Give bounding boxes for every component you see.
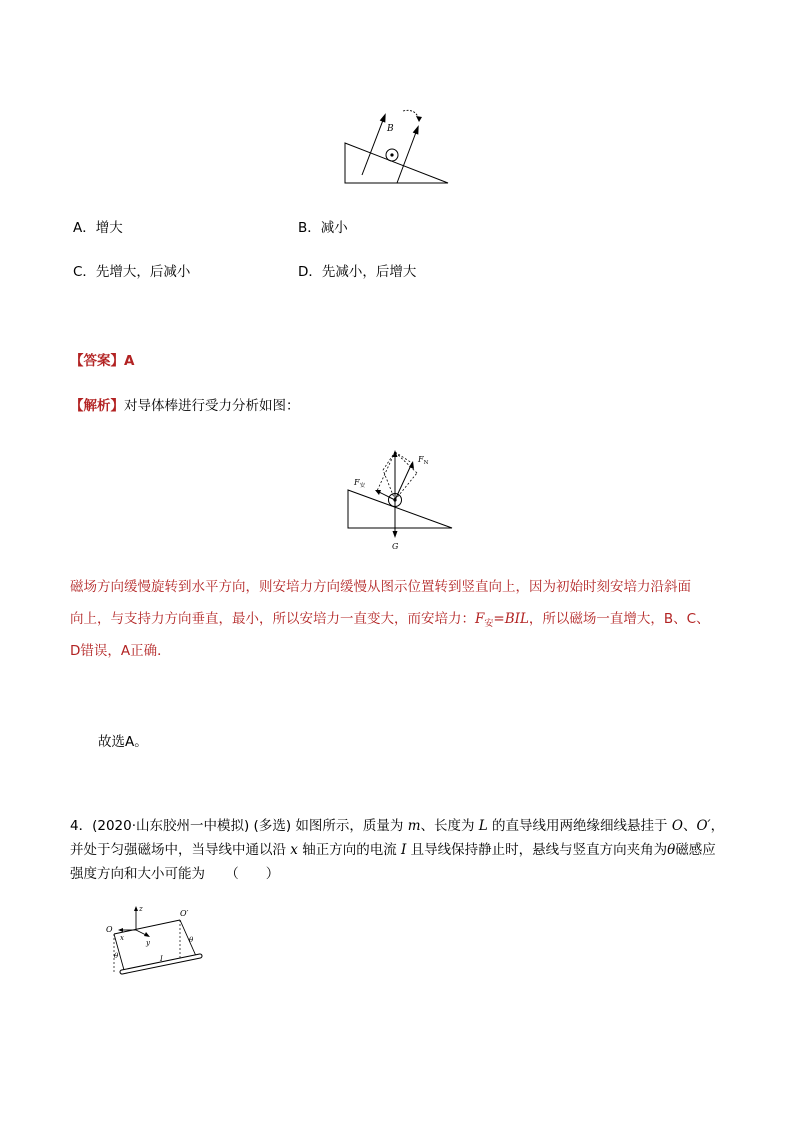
formula-rest: =BIL [493,611,529,627]
arrow-head-icon [134,906,138,911]
label-b: B [387,124,394,134]
dashed-line [395,452,412,463]
label-theta-right: θ [189,936,194,944]
answer-tag: 【答案】 [70,353,124,369]
option-d: D．先减小，后增大 [298,264,417,280]
explanation-line-2: 向上，与支持力方向垂直，最小，所以安培力一直变大，而安培力：$F_安=BIL$，所以磁场一直增大，B、C、 [70,611,710,629]
label-y: y [146,939,150,947]
answer-line [70,351,134,371]
figure-force-analysis [340,440,460,555]
label-x: x [120,934,124,942]
incline-triangle [345,143,448,183]
dashed-line [383,452,395,470]
arrow-head-icon [380,112,389,123]
explanation-line-3: D错误，A正确． [70,643,171,659]
arrow-head-icon [393,531,398,538]
question4-line-2: 并处于匀强磁场中，当导线中通以沿 x 轴正方向的电流 I 且导线保持静止时，悬线与竖直方向夹角为θ磁感应 [70,842,716,858]
arrow-head-icon [118,928,123,932]
conclusion: 故选A。 [98,734,148,750]
answer-value: A [124,353,135,369]
label-theta-left: θ [114,952,119,960]
label-o: O [106,925,113,934]
support-line [114,920,180,934]
dashed-line [395,452,417,473]
label-fa: $F_安$ [354,478,366,489]
option-b: B．减小 [298,220,348,236]
arrow-head-icon [413,124,422,135]
formula-f: F [475,611,485,627]
option-c: C．先增大，后减小 [73,264,191,280]
question4-line-3: 强度方向和大小可能为 （ ） [70,866,280,882]
thread-right [180,920,196,956]
field-line-right [397,127,418,183]
label-o-prime: O′ [180,909,189,918]
analysis-line [70,396,300,416]
option-a: A．增大 [73,220,123,236]
label-current: I [160,955,163,963]
label-fn: $F_N$ [418,455,429,466]
dashed-line [377,452,395,491]
rotation-arrow [403,110,419,119]
arrow-head-icon [144,932,150,937]
field-line-left [362,115,385,175]
formula-sub: 安 [484,619,494,629]
label-z: z [139,905,143,913]
figure-suspended-wire [100,900,225,980]
analysis-tag: 【解析】 [70,398,124,414]
rotation-arrow-head-icon [416,116,422,122]
question4-line-1: 4．(2020·山东胶州一中模拟) (多选) 如图所示，质量为 m、长度为 L 的直导线用两绝缘细线悬挂于 O、O′， [70,818,725,834]
figure-incline-magnetic-field [335,105,460,190]
normal-force-line [395,463,412,500]
label-g: G [392,542,399,551]
explanation-line-1: 磁场方向缓慢旋转到水平方向，则安培力方向缓慢从图示位置转到竖直向上，因为初始时刻安培力沿斜面 [70,579,691,595]
current-out-dot-icon [390,153,393,156]
analysis-text: 对导体棒进行受力分析如图： [124,398,300,414]
